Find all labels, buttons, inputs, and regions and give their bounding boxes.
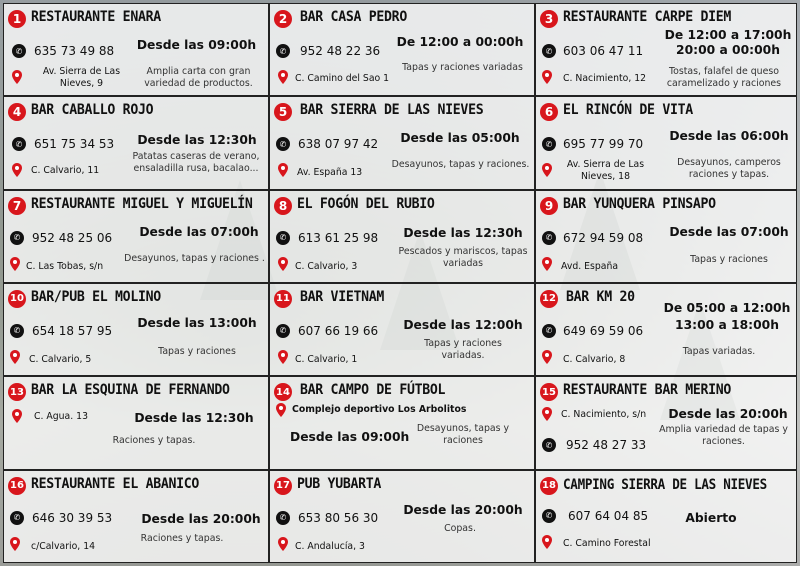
- description: Raciones y tapas.: [112, 435, 196, 447]
- phone-icon: ✆: [276, 511, 290, 525]
- opening-hours: Desde las 20:00h: [668, 407, 788, 422]
- phone-icon: ✆: [276, 137, 290, 151]
- restaurant-name: RESTAURANTE CARPE DIEM: [563, 9, 732, 26]
- location-pin-icon: [542, 163, 552, 177]
- restaurant-name: BAR VIETNAM: [300, 288, 385, 306]
- phone-number[interactable]: 638 07 97 42: [298, 137, 379, 152]
- card-number-badge: 13: [8, 383, 26, 401]
- restaurant-card: [535, 470, 797, 563]
- opening-hours: Desde las 12:30h: [403, 225, 523, 240]
- opening-hours: Desde las 09:00h: [290, 430, 410, 445]
- restaurant-card: [269, 470, 535, 563]
- location-pin-icon: [278, 350, 288, 364]
- restaurant-name: PUB YUBARTA: [297, 475, 382, 493]
- restaurant-name: BAR LA ESQUINA DE FERNANDO: [31, 382, 230, 399]
- card-number-badge: 4: [8, 103, 26, 121]
- restaurant-card: [3, 283, 269, 376]
- card-number-badge: 15: [540, 383, 558, 401]
- card-number-badge: 12: [540, 290, 558, 308]
- phone-icon: ✆: [542, 44, 556, 58]
- description: Tostas, falafel de queso caramelizado y raciones: [666, 66, 782, 89]
- description: Pescados y mariscos, tapas variadas: [398, 245, 528, 269]
- phone-icon: ✆: [276, 231, 290, 245]
- restaurant-name: BAR/PUB EL MOLINO: [31, 288, 161, 306]
- card-number-badge: 3: [540, 10, 558, 28]
- card-number-badge: 5: [274, 103, 292, 121]
- opening-hours: Desde las 07:00h: [669, 224, 789, 239]
- address: C. Andalucía, 3: [295, 540, 365, 552]
- address: Avd. España: [561, 260, 619, 272]
- phone-number[interactable]: 646 30 39 53: [32, 510, 113, 525]
- restaurant-name: BAR SIERRA DE LAS NIEVES: [300, 102, 484, 119]
- description: Desayunos, tapas y raciones: [416, 423, 510, 447]
- phone-number[interactable]: 695 77 99 70: [563, 137, 644, 152]
- restaurant-name: BAR YUNQUERA PINSAPO: [563, 195, 716, 213]
- phone-icon: ✆: [542, 438, 556, 452]
- phone-number[interactable]: 651 75 34 53: [34, 137, 115, 152]
- restaurant-name: RESTAURANTE BAR MERINO: [563, 382, 732, 399]
- restaurant-card: [535, 3, 797, 96]
- address: C. Las Tobas, s/n: [26, 260, 104, 272]
- location-pin-icon: [10, 257, 20, 271]
- opening-hours: De 12:00 a 17:00h 20:00 a 00:00h: [664, 28, 792, 57]
- phone-icon: ✆: [276, 324, 290, 338]
- card-number-badge: 2: [274, 10, 292, 28]
- address: C. Nacimiento, s/n: [561, 409, 647, 421]
- address: C. Calvario, 11: [31, 165, 100, 177]
- address: C. Nacimiento, 12: [563, 73, 647, 84]
- description: Tapas variadas.: [682, 345, 756, 357]
- card-number-badge: 1: [8, 10, 26, 28]
- opening-hours: Desde las 12:30h: [134, 411, 254, 426]
- phone-number[interactable]: 635 73 49 88: [34, 44, 115, 58]
- location-pin-icon: [278, 163, 288, 177]
- opening-hours: Desde las 13:00h: [137, 315, 257, 330]
- location-pin-icon: [12, 70, 22, 84]
- description: Amplia variedad de tapas y raciones.: [659, 424, 788, 448]
- phone-number[interactable]: 654 18 57 95: [32, 323, 113, 338]
- location-pin-icon: [542, 70, 552, 84]
- phone-number[interactable]: 952 48 27 33: [566, 438, 647, 453]
- opening-hours: De 05:00 a 12:00h 13:00 a 18:00h: [663, 300, 791, 332]
- phone-number[interactable]: 649 69 59 06: [563, 323, 644, 338]
- phone-icon: ✆: [10, 511, 24, 525]
- description: Desayunos, tapas y raciones .: [124, 252, 265, 264]
- phone-number[interactable]: 653 80 56 30: [298, 510, 379, 525]
- restaurant-name: EL FOGÓN DEL RUBIO: [297, 195, 435, 213]
- opening-hours: Desde las 06:00h: [669, 129, 789, 144]
- description: Tapas y raciones variadas: [402, 62, 523, 73]
- address: Complejo deportivo Los Arbolitos: [292, 404, 467, 416]
- restaurant-card: [535, 190, 797, 283]
- restaurant-name: CAMPING SIERRA DE LAS NIEVES: [563, 475, 767, 493]
- restaurant-name: EL RINCÓN DE VITA: [563, 102, 693, 119]
- opening-hours: Desde las 20:00h: [141, 511, 261, 526]
- phone-icon: ✆: [542, 231, 556, 245]
- restaurant-card: [269, 376, 535, 469]
- address: C. Agua. 13: [34, 411, 88, 423]
- address: C. Calvario, 8: [563, 353, 626, 365]
- restaurant-card: [269, 283, 535, 376]
- card-number-badge: 17: [274, 477, 292, 495]
- card-number-badge: 7: [8, 197, 26, 215]
- location-pin-icon: [542, 350, 552, 364]
- location-pin-icon: [278, 257, 288, 271]
- phone-number[interactable]: 613 61 25 98: [298, 230, 379, 245]
- phone-number[interactable]: 607 66 19 66: [298, 323, 379, 338]
- card-number-badge: 8: [274, 197, 292, 215]
- location-pin-icon: [10, 350, 20, 364]
- phone-icon: ✆: [276, 44, 290, 58]
- address: C. Calvario, 1: [295, 353, 358, 365]
- location-pin-icon: [10, 537, 20, 551]
- card-number-badge: 6: [540, 103, 558, 121]
- phone-number[interactable]: 952 48 22 36: [300, 44, 381, 58]
- description: Raciones y tapas.: [140, 532, 224, 544]
- restaurant-name: RESTAURANTE MIGUEL Y MIGUELÍN: [31, 195, 253, 213]
- address: Av. Sierra de Las Nieves, 9: [42, 66, 121, 89]
- phone-icon: ✆: [10, 231, 24, 245]
- location-pin-icon: [12, 409, 22, 423]
- address: Av. España 13: [297, 167, 363, 179]
- restaurant-name: BAR CAMPO DE FÚTBOL: [300, 382, 446, 399]
- restaurant-card: [535, 376, 797, 469]
- phone-icon: ✆: [12, 137, 26, 151]
- opening-hours: Desde las 20:00h: [403, 502, 523, 517]
- phone-icon: ✆: [542, 137, 556, 151]
- opening-hours: Abierto: [685, 510, 737, 525]
- restaurant-card: [3, 470, 269, 563]
- phone-icon: ✆: [542, 509, 556, 523]
- location-pin-icon: [276, 403, 286, 417]
- card-number-badge: 10: [8, 290, 26, 308]
- description: Copas.: [444, 522, 476, 534]
- restaurant-name: BAR KM 20: [566, 288, 635, 306]
- address: Av. Sierra de Las Nieves, 18: [566, 159, 645, 183]
- restaurant-card: [269, 96, 535, 189]
- opening-hours: Desde las 12:30h: [137, 133, 257, 148]
- opening-hours: De 12:00 a 00:00h: [396, 35, 524, 49]
- opening-hours: Desde las 09:00h: [136, 38, 257, 52]
- opening-hours: Desde las 12:00h: [403, 317, 523, 332]
- location-pin-icon: [12, 163, 22, 177]
- restaurant-card: [3, 376, 269, 469]
- restaurant-card: [535, 283, 797, 376]
- restaurant-name: BAR CASA PEDRO: [300, 9, 407, 26]
- address: C. Camino Forestal: [563, 537, 651, 549]
- address: C. Calvario, 5: [29, 353, 92, 365]
- description: Tapas y raciones: [158, 345, 236, 357]
- restaurant-name: BAR CABALLO ROJO: [31, 102, 154, 119]
- restaurant-card: [3, 190, 269, 283]
- card-number-badge: 14: [274, 383, 292, 401]
- description: Tapas y raciones: [690, 253, 768, 265]
- restaurant-card: [269, 3, 535, 96]
- card-number-badge: 16: [8, 477, 26, 495]
- card-number-badge: 9: [540, 197, 558, 215]
- restaurant-name: RESTAURANTE ENARA: [31, 9, 161, 26]
- description: Amplia carta con gran variedad de productos.: [144, 66, 253, 89]
- phone-icon: ✆: [12, 44, 26, 58]
- restaurant-name: RESTAURANTE EL ABANICO: [31, 475, 200, 493]
- opening-hours: Desde las 05:00h: [400, 131, 520, 146]
- restaurant-card: [3, 96, 269, 189]
- restaurant-grid: [3, 3, 797, 563]
- location-pin-icon: [542, 257, 552, 271]
- phone-number[interactable]: 952 48 25 06: [32, 230, 113, 245]
- phone-number[interactable]: 607 64 04 85: [568, 508, 649, 523]
- description: Desayunos, tapas y raciones.: [391, 159, 530, 171]
- location-pin-icon: [278, 70, 288, 84]
- card-number-badge: 11: [274, 290, 292, 308]
- address: C. Camino del Sao 1: [295, 73, 390, 84]
- phone-number[interactable]: 672 94 59 08: [563, 230, 644, 245]
- restaurant-card: [535, 96, 797, 189]
- location-pin-icon: [542, 535, 552, 549]
- opening-hours: Desde las 07:00h: [139, 224, 259, 239]
- location-pin-icon: [278, 537, 288, 551]
- description: Tapas y raciones variadas.: [424, 337, 502, 361]
- location-pin-icon: [542, 407, 552, 421]
- address: c/Calvario, 14: [31, 540, 96, 552]
- phone-icon: ✆: [542, 324, 556, 338]
- restaurant-card: [269, 190, 535, 283]
- address: C. Calvario, 3: [295, 260, 358, 272]
- description: Desayunos, camperos raciones y tapas.: [677, 157, 781, 181]
- description: Patatas caseras de verano, ensaladilla rusa, bacalao...: [132, 151, 260, 175]
- restaurant-card: [3, 3, 269, 96]
- card-number-badge: 18: [540, 477, 558, 495]
- phone-icon: ✆: [10, 324, 24, 338]
- phone-number[interactable]: 603 06 47 11: [563, 44, 644, 58]
